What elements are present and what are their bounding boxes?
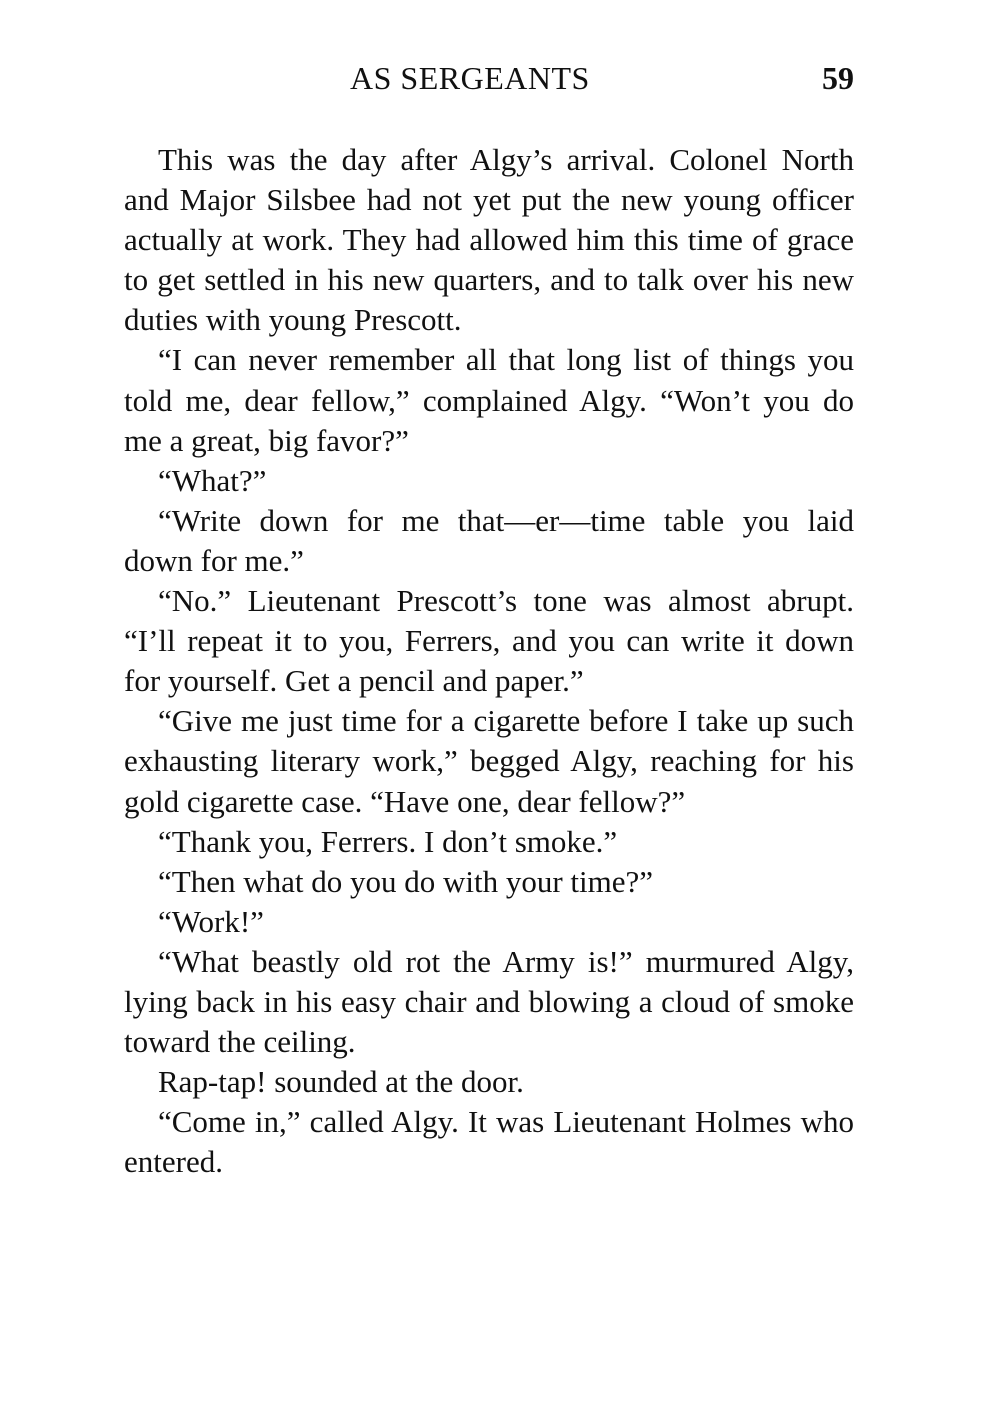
paragraph: “Come in,” called Algy. It was Lieutenant Holmes who entered.: [124, 1104, 854, 1180]
paragraph: “Write down for me that—er—time table you laid down for me.”: [124, 502, 854, 578]
running-head: [124, 56, 854, 100]
paragraph: “Then what do you do with your time?”: [158, 863, 654, 899]
running-title: AS SERGEANTS: [350, 60, 590, 96]
paragraph: “I can never remember all that long list of things you told me, dear fellow,” complained Algy. “Won’t you do me a great, big favor?”: [124, 342, 854, 458]
paragraph: “What beastly old rot the Army is!” murmured Algy, lying back in his easy chair and blowing a cloud of smoke toward the ceiling.: [124, 943, 854, 1060]
page-number: 59: [822, 60, 854, 96]
paragraph: “Work!”: [158, 903, 264, 939]
paragraph: This was the day after Algy’s arrival. Colonel North and Major Silsbee had not yet put the new young officer actually at work. They had allowed him this time of grace to get settled in his new quarters, and to talk over his new duties with young Prescott.: [124, 142, 854, 338]
paragraph: “No.” Lieutenant Prescott’s tone was almost abrupt. “I’ll repeat it to you, Ferrers, and you can write it down for yourself. Get a pencil and paper.”: [124, 583, 854, 699]
body-text: [124, 140, 854, 1182]
paragraph: “Give me just time for a cigarette before I take up such exhausting literary work,” begged Algy, reaching for his gold cigarette case. “Have one, dear fellow?”: [124, 703, 854, 819]
paragraph: Rap-tap! sounded at the door.: [158, 1064, 524, 1100]
paragraph: “Thank you, Ferrers. I don’t smoke.”: [158, 823, 618, 859]
paragraph: “What?”: [158, 462, 267, 498]
